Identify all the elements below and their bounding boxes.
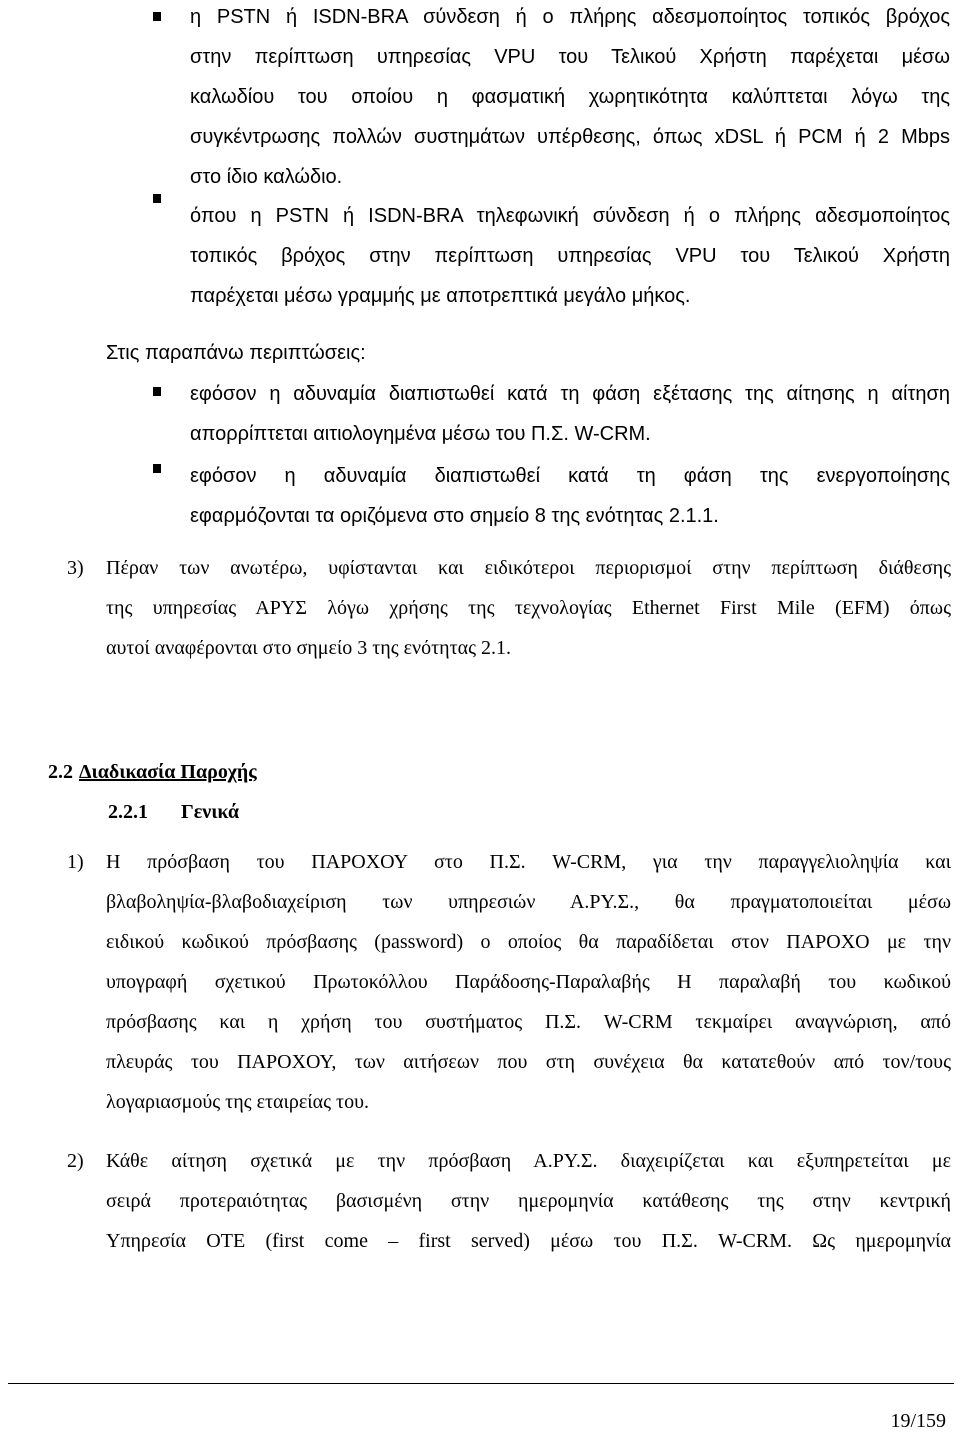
text-line: λογαριασμούς της εταιρείας του. bbox=[106, 1091, 369, 1113]
text-line: Κάθε αίτηση σχετικά με την πρόσβαση Α.ΡΥ.Σ. διαχειρίζεται και εξυπηρετείται με bbox=[106, 1150, 951, 1172]
text-line: της υπηρεσίας ΑΡΥΣ λόγω χρήσης της τεχνολογίας Ethernet First Mile (EFM) όπως bbox=[106, 597, 951, 619]
subsection-heading bbox=[108, 792, 239, 832]
subsection-title: Γενικά bbox=[181, 801, 240, 823]
text-line: στο ίδιο καλώδιο. bbox=[190, 166, 343, 188]
section-title: Διαδικασία Παροχής bbox=[79, 761, 257, 783]
text-line: όπου η PSTN ή ISDN-BRA τηλεφωνική σύνδεση ή ο πλήρης αδεσμοποίητος bbox=[190, 205, 950, 227]
section-heading bbox=[48, 752, 257, 792]
item-body bbox=[106, 842, 951, 1122]
page-number: 19/159 bbox=[890, 1410, 946, 1432]
item-number: 3) bbox=[67, 557, 84, 579]
item-number: 1) bbox=[67, 851, 84, 873]
text-line: παρέχεται μέσω γραμμής με αποτρεπτικά μεγάλο μήκος. bbox=[190, 285, 691, 307]
square-bullet-icon bbox=[153, 464, 161, 473]
text-line: εφαρμόζονται τα οριζόμενα στο σημείο 8 της ενότητας 2.1.1. bbox=[190, 505, 719, 527]
cases-intro bbox=[106, 333, 366, 373]
text-line: Πέραν των ανωτέρω, υφίστανται και ειδικότεροι περιορισμοί στην περίπτωση διάθεσης bbox=[106, 557, 951, 579]
item-body bbox=[106, 1141, 951, 1261]
text-line: πρόσβασης και η χρήση του συστήματος Π.Σ. W-CRM τεκμαίρει αναγνώριση, από bbox=[106, 1011, 951, 1033]
section-number: 2.2 bbox=[48, 761, 73, 783]
text-line: ειδικού κωδικού πρόσβασης (password) ο οποίος θα παραδίδεται στον ΠΑΡΟΧΟ με την bbox=[106, 931, 951, 953]
text-line: Υπηρεσία ΟΤΕ (first come – first served) μέσω του Π.Σ. W-CRM. Ως ημερομηνία bbox=[106, 1230, 951, 1252]
text-line: εφόσον η αδυναμία διαπιστωθεί κατά τη φάση εξέτασης της αίτησης η αίτηση bbox=[190, 383, 950, 405]
text-line: Η πρόσβαση του ΠΑΡΟΧΟΥ στο Π.Σ. W-CRM, για την παραγγελιοληψία και bbox=[106, 851, 951, 873]
text-line: πλευράς του ΠΑΡΟΧΟΥ, των αιτήσεων που στη συνέχεια θα κατατεθούν από τον/τους bbox=[106, 1051, 951, 1073]
bullet-text bbox=[190, 456, 950, 536]
bullet-text bbox=[190, 196, 950, 316]
text-line: καλωδίου του οποίου η φασματική χωρητικότητα καλύπτεται λόγω της bbox=[190, 86, 950, 108]
text-line: σειρά προτεραιότητας βασισμένη στην ημερομηνία κατάθεσης της στην κεντρική bbox=[106, 1190, 951, 1212]
bullet-text bbox=[190, 374, 950, 454]
text-line: εφόσον η αδυναμία διαπιστωθεί κατά τη φάση της ενεργοποίησης bbox=[190, 465, 950, 487]
text-line: αυτοί αναφέρονται στο σημείο 3 της ενότητας 2.1. bbox=[106, 637, 512, 659]
footer-rule bbox=[8, 1383, 954, 1384]
text-line: υπογραφή σχετικού Πρωτοκόλλου Παράδοσης-Παραλαβής Η παραλαβή του κωδικού bbox=[106, 971, 951, 993]
square-bullet-icon bbox=[153, 194, 161, 203]
bullet-text bbox=[190, 0, 950, 197]
text-line: βλαβοληψία-βλαβοδιαχείριση των υπηρεσιών Α.ΡΥ.Σ., θα πραγματοποιείται μέσω bbox=[106, 891, 951, 913]
text-line: στην περίπτωση υπηρεσίας VPU του Τελικού Χρήστη παρέχεται μέσω bbox=[190, 46, 950, 68]
item-number: 2) bbox=[67, 1150, 84, 1172]
text-line: Στις παραπάνω περιπτώσεις: bbox=[106, 342, 366, 364]
text-line: τοπικός βρόχος στην περίπτωση υπηρεσίας VPU του Τελικού Χρήστη bbox=[190, 245, 950, 267]
text-line: η PSTN ή ISDN-BRA σύνδεση ή ο πλήρης αδεσμοποίητος τοπικός βρόχος bbox=[190, 6, 950, 28]
item-body bbox=[106, 548, 951, 668]
square-bullet-icon bbox=[153, 387, 161, 396]
text-line: συγκέντρωσης πολλών συστημάτων υπέρθεσης, όπως xDSL ή PCM ή 2 Mbps bbox=[190, 126, 950, 148]
text-line: απορρίπτεται αιτιολογημένα μέσω του Π.Σ. W-CRM. bbox=[190, 423, 651, 445]
subsection-number: 2.2.1 bbox=[108, 801, 148, 823]
square-bullet-icon bbox=[153, 12, 161, 21]
